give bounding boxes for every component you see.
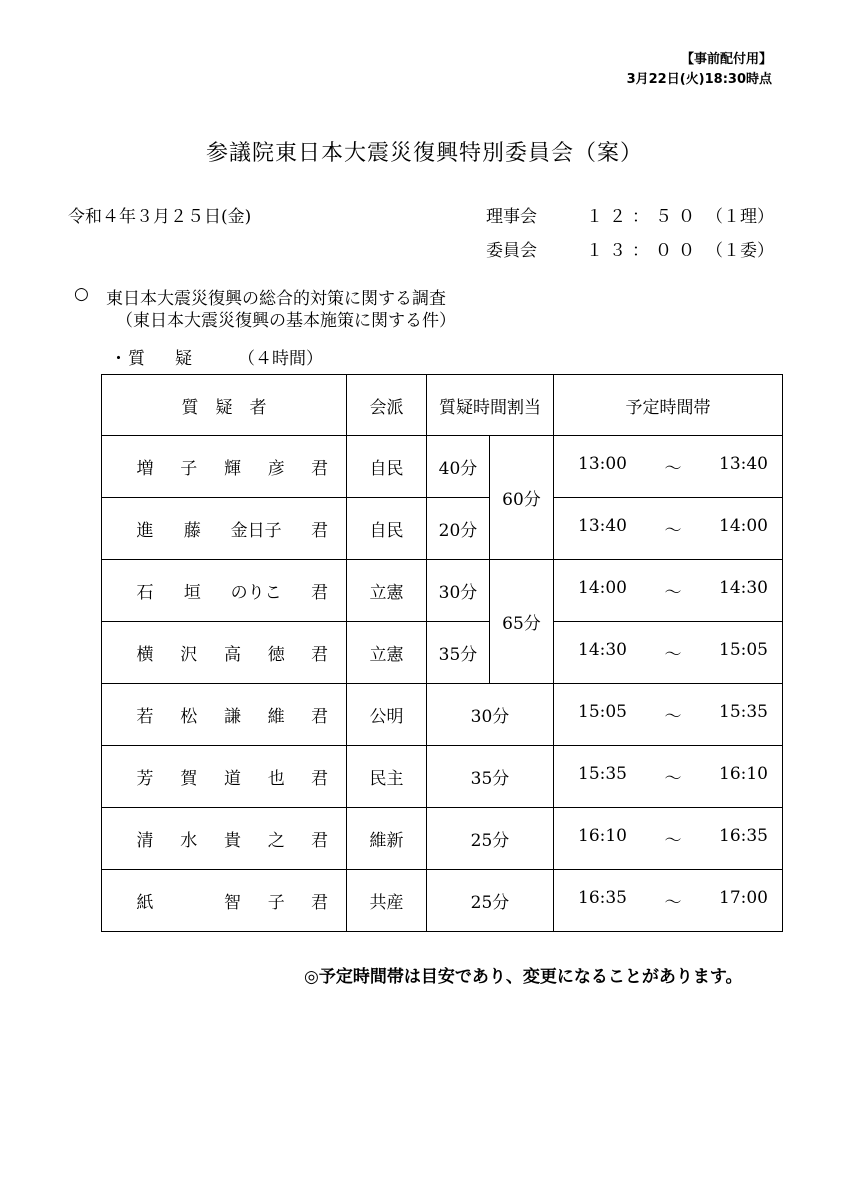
header-allocation: 質疑時間割当 (427, 375, 554, 436)
questioner-name-part: 智 (224, 893, 241, 913)
honorific: 君 (310, 583, 328, 603)
section-heading (110, 344, 323, 369)
table-row (102, 808, 783, 870)
faction-cell: 自民 (347, 498, 427, 560)
questioner-cell (102, 746, 347, 808)
time-end: 16:35 (719, 826, 768, 846)
faction-cell: 維新 (347, 808, 427, 870)
questioner-name-part: 高 (224, 645, 241, 665)
questioner-name-part: 之 (267, 831, 285, 851)
questioner-name-part: 也 (267, 769, 285, 789)
questioner-name-part: 石 (136, 583, 154, 603)
schedule-row-committee (486, 236, 774, 261)
table-row (102, 870, 783, 932)
table-header-row (102, 375, 783, 436)
allocation-cell: 30分 (427, 684, 554, 746)
questioner-name-part: 謙 (224, 707, 241, 727)
allocation-cell: 25分 (427, 870, 554, 932)
table-row (102, 498, 783, 560)
schedule-row-board (486, 202, 774, 227)
questioner-cell (102, 622, 347, 684)
section-duration: （４時間） (238, 349, 323, 369)
document-title: 参議院東日本大震災復興特別委員会（案） (205, 141, 643, 166)
distribution-label: 【事前配付用】 (680, 52, 772, 67)
time-slot-cell (554, 808, 783, 870)
allocation-cell: 20分 (427, 498, 490, 560)
time-separator: ～ (664, 645, 682, 665)
questioner-name-part: 松 (180, 707, 198, 727)
agenda-marker: ○ (74, 284, 89, 304)
questioner-name-part (180, 888, 198, 913)
honorific: 君 (311, 707, 328, 727)
as-of-time: 3月22日(火)18:30時点 (626, 72, 772, 87)
questioner-name-part: 水 (180, 831, 198, 851)
table-row (102, 684, 783, 746)
questioning-schedule-table (101, 374, 783, 932)
time-separator: ～ (664, 521, 682, 541)
header-questioner: 質 疑 者 (102, 375, 347, 436)
time-separator: ～ (664, 707, 682, 727)
time-start: 15:05 (578, 702, 627, 722)
questioner-name-part: 藤 (183, 521, 201, 541)
questioner-name-part: 垣 (183, 583, 201, 603)
schedule-name: 理事会 (486, 207, 537, 227)
time-start: 13:40 (578, 516, 627, 536)
questioner-cell (102, 870, 347, 932)
honorific: 君 (311, 769, 328, 789)
allocation-cell: 40分 (427, 436, 490, 498)
questioner-cell (102, 498, 347, 560)
questioner-name-part: 道 (224, 769, 241, 789)
table-row (102, 622, 783, 684)
honorific: 君 (311, 459, 328, 479)
questioner-name-part: 横 (136, 645, 154, 665)
time-end: 13:40 (719, 454, 768, 474)
questioner-cell (102, 436, 347, 498)
group-total-cell: 65分 (490, 560, 554, 684)
questioner-name-part: 清 (136, 831, 154, 851)
agenda-subtitle: （東日本大震災復興の基本施策に関する件） (116, 311, 456, 331)
questioner-name-part: 増 (136, 459, 154, 479)
group-total-cell: 60分 (490, 436, 554, 560)
table-row (102, 436, 783, 498)
time-end: 17:00 (719, 888, 768, 908)
header-time-slot: 予定時間帯 (554, 375, 783, 436)
time-start: 16:35 (578, 888, 627, 908)
time-end: 14:30 (719, 578, 768, 598)
time-start: 13:00 (578, 454, 627, 474)
questioner-cell (102, 808, 347, 870)
questioner-name-part: 芳 (136, 769, 154, 789)
time-end: 14:00 (719, 516, 768, 536)
questioner-name-part: 子 (267, 893, 285, 913)
questioner-name-part: 賀 (180, 769, 198, 789)
honorific: 君 (311, 893, 328, 913)
table-row (102, 746, 783, 808)
time-separator: ～ (664, 831, 682, 851)
faction-cell: 民主 (347, 746, 427, 808)
time-separator: ～ (664, 583, 682, 603)
faction-cell: 自民 (347, 436, 427, 498)
time-slot-cell (554, 870, 783, 932)
questioner-name-part: 維 (267, 707, 285, 727)
questioner-name-part: 金日子 (230, 521, 282, 541)
meeting-date: 令和４年３月２５日(金) (68, 207, 252, 227)
questioner-name-part: 紙 (136, 893, 154, 913)
time-separator: ～ (664, 459, 682, 479)
questioner-name-part: 若 (136, 707, 154, 727)
footnote: ◎予定時間帯は目安であり、変更になることがあります。 (304, 967, 743, 987)
allocation-cell: 35分 (427, 622, 490, 684)
time-end: 15:35 (719, 702, 768, 722)
section-bullet: ・ (110, 349, 127, 369)
questioner-cell (102, 560, 347, 622)
faction-cell: 公明 (347, 684, 427, 746)
questioner-name-part: のりこ (230, 583, 282, 603)
time-end: 16:10 (719, 764, 768, 784)
allocation-cell: 25分 (427, 808, 554, 870)
honorific: 君 (311, 831, 328, 851)
allocation-cell: 30分 (427, 560, 490, 622)
time-separator: ～ (664, 769, 682, 789)
time-start: 14:30 (578, 640, 627, 660)
table-row (102, 560, 783, 622)
time-start: 14:00 (578, 578, 627, 598)
agenda-title: 東日本大震災復興の総合的対策に関する調査 (106, 289, 446, 309)
section-label: 質疑 (128, 349, 222, 369)
time-separator: ～ (664, 893, 682, 913)
schedule-code: （１理） (706, 207, 774, 227)
questioner-name-part: 輝 (224, 459, 241, 479)
time-slot-cell (554, 684, 783, 746)
schedule-time: １３：００ (586, 241, 701, 261)
questioner-name-part: 沢 (180, 645, 198, 665)
honorific: 君 (310, 521, 328, 541)
time-start: 16:10 (578, 826, 627, 846)
schedule-time: １２：５０ (586, 207, 701, 227)
honorific: 君 (311, 645, 328, 665)
questioner-name-part: 貴 (224, 831, 241, 851)
questioner-name-part: 進 (136, 521, 154, 541)
header-faction: 会派 (347, 375, 427, 436)
time-slot-cell (554, 436, 783, 498)
questioner-name-part: 徳 (267, 645, 285, 665)
time-slot-cell (554, 746, 783, 808)
time-slot-cell (554, 498, 783, 560)
schedule-code: （１委） (706, 241, 774, 261)
schedule-name: 委員会 (486, 241, 537, 261)
time-end: 15:05 (719, 640, 768, 660)
time-start: 15:35 (578, 764, 627, 784)
faction-cell: 立憲 (347, 622, 427, 684)
questioner-name-part: 彦 (267, 459, 285, 479)
faction-cell: 共産 (347, 870, 427, 932)
faction-cell: 立憲 (347, 560, 427, 622)
questioner-name-part: 子 (180, 459, 198, 479)
time-slot-cell (554, 560, 783, 622)
questioner-cell (102, 684, 347, 746)
time-slot-cell (554, 622, 783, 684)
allocation-cell: 35分 (427, 746, 554, 808)
